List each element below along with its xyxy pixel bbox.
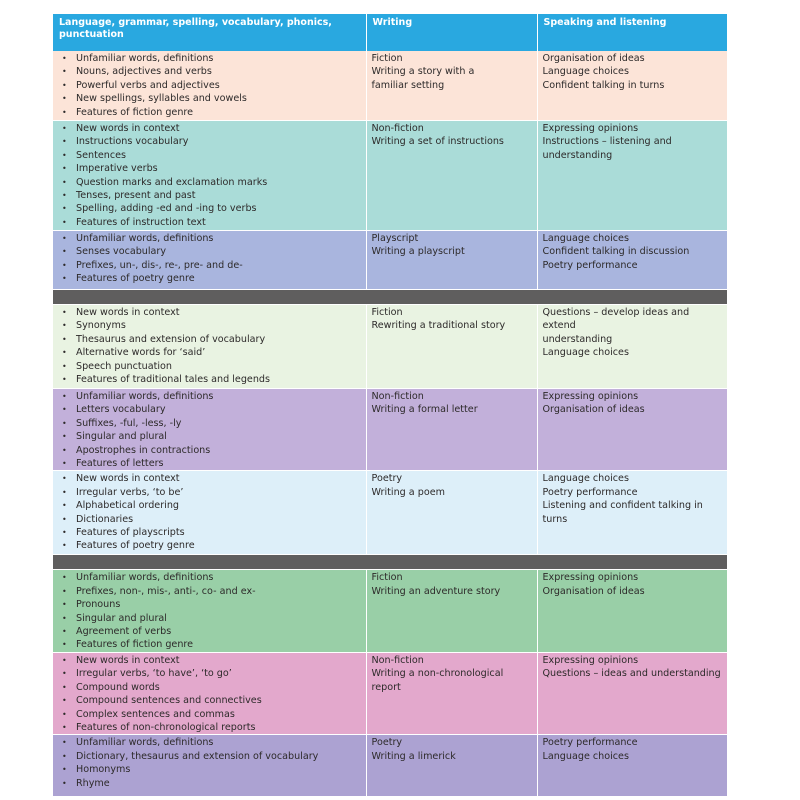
list-item: • Instructions vocabulary xyxy=(58,135,361,148)
writing-cell xyxy=(366,389,537,471)
writing-line: familiar setting xyxy=(371,79,445,91)
header-language: Language, grammar, spelling, vocabulary, phonics, punctuation xyxy=(53,14,366,51)
list-item: • Alphabetical ordering xyxy=(58,499,361,512)
writing-cell xyxy=(366,305,537,389)
list-item: • Speech punctuation xyxy=(58,360,361,373)
speaking-line: Language choices xyxy=(542,347,629,359)
writing-line: report xyxy=(371,681,401,693)
writing-cell xyxy=(366,652,537,734)
list-item: • Singular and plural xyxy=(58,430,361,443)
speaking-line: Instructions – listening and xyxy=(542,136,672,148)
writing-line: Writing an adventure story xyxy=(371,585,501,597)
list-item: • Agreement of verbs xyxy=(58,625,361,638)
language-cell xyxy=(53,231,366,290)
list-item: • Tenses, present and past xyxy=(58,189,361,202)
language-cell xyxy=(53,652,366,734)
speaking-cell xyxy=(537,471,727,555)
speaking-line: Language choices xyxy=(542,750,629,762)
table-row xyxy=(53,652,727,734)
speaking-cell xyxy=(537,735,727,797)
speaking-line: Confident talking in discussion xyxy=(542,246,690,258)
list-item: • New words in context xyxy=(58,122,361,135)
curriculum-table xyxy=(53,14,727,797)
speaking-line: Confident talking in turns xyxy=(542,79,665,91)
list-item: • New words in context xyxy=(58,306,361,319)
list-item: • Unfamiliar words, definitions xyxy=(58,232,361,245)
list-item: • Dictionaries xyxy=(58,513,361,526)
list-item: • Unfamiliar words, definitions xyxy=(58,736,361,749)
language-cell xyxy=(53,305,366,389)
table-row xyxy=(53,570,727,652)
list-item: • Complex sentences and commas xyxy=(58,708,361,721)
language-cell xyxy=(53,51,366,121)
writing-line: Fiction xyxy=(371,307,403,318)
speaking-cell xyxy=(537,231,727,290)
list-item: • Apostrophes in contractions xyxy=(58,444,361,457)
list-item: • Suffixes, -ful, -less, -ly xyxy=(58,417,361,430)
list-item: • Homonyms xyxy=(58,763,361,776)
language-cell xyxy=(53,570,366,652)
speaking-line: Organisation of ideas xyxy=(542,53,645,64)
speaking-line: Questions – ideas and understanding xyxy=(542,668,721,680)
list-item: • Features of instruction text xyxy=(58,216,361,229)
writing-line: Poetry xyxy=(371,473,403,485)
speaking-line: Questions – develop ideas and extend xyxy=(542,307,690,332)
speaking-line: Poetry performance xyxy=(542,259,638,271)
table-row xyxy=(53,231,727,290)
writing-line: Fiction xyxy=(371,572,403,584)
speaking-cell xyxy=(537,389,727,471)
writing-cell xyxy=(366,471,537,555)
list-item: • Nouns, adjectives and verbs xyxy=(58,65,361,78)
writing-line: Writing a non-chronological xyxy=(371,668,504,680)
list-item: • Features of fiction genre xyxy=(58,106,361,119)
list-item: • New words in context xyxy=(58,472,361,485)
writing-line: Writing a story with a xyxy=(371,66,475,78)
writing-line: Non-fiction xyxy=(371,391,424,402)
list-item: • Features of letters xyxy=(58,457,361,470)
list-item: • Features of traditional tales and legends xyxy=(58,373,361,386)
table-row xyxy=(53,471,727,555)
list-item: • Pronouns xyxy=(58,598,361,611)
header-speaking: Speaking and listening xyxy=(537,14,727,51)
writing-cell xyxy=(366,735,537,797)
writing-line: Writing a limerick xyxy=(371,750,456,762)
speaking-line: Language choices xyxy=(542,233,629,244)
list-item: • Unfamiliar words, definitions xyxy=(58,52,361,65)
writing-line: Non-fiction xyxy=(371,654,424,666)
list-item: • Alternative words for ‘said’ xyxy=(58,346,361,359)
section-divider xyxy=(53,555,727,570)
speaking-line: Organisation of ideas xyxy=(542,404,645,416)
writing-line: Writing a set of instructions xyxy=(371,136,504,148)
header-writing: Writing xyxy=(366,14,537,51)
list-item: • Prefixes, non-, mis-, anti-, co- and ex- xyxy=(58,585,361,598)
speaking-line: Organisation of ideas xyxy=(542,585,645,597)
writing-line: Writing a poem xyxy=(371,486,445,498)
speaking-cell xyxy=(537,570,727,652)
speaking-cell xyxy=(537,652,727,734)
speaking-line: Listening and confident talking in xyxy=(542,500,703,512)
list-item: • Features of non-chronological reports xyxy=(58,721,361,734)
writing-cell xyxy=(366,51,537,121)
list-item: • Irregular verbs, ‘to have’, ‘to go’ xyxy=(58,667,361,680)
list-item: • Imperative verbs xyxy=(58,162,361,175)
writing-cell xyxy=(366,231,537,290)
writing-line: Playscript xyxy=(371,233,419,244)
speaking-cell xyxy=(537,305,727,389)
writing-cell xyxy=(366,121,537,231)
list-item: • Features of poetry genre xyxy=(58,539,361,552)
table-header-row xyxy=(53,14,727,51)
list-item: • Dictionary, thesaurus and extension of vocabulary xyxy=(58,750,361,763)
writing-line: Fiction xyxy=(371,53,403,64)
list-item: • Senses vocabulary xyxy=(58,245,361,258)
language-cell xyxy=(53,471,366,555)
language-cell xyxy=(53,735,366,797)
list-item: • Irregular verbs, ‘to be’ xyxy=(58,486,361,499)
speaking-line: understanding xyxy=(542,333,613,345)
table-row xyxy=(53,389,727,471)
list-item: • New words in context xyxy=(58,654,361,667)
list-item: • Unfamiliar words, definitions xyxy=(58,571,361,584)
writing-line: Writing a formal letter xyxy=(371,404,478,416)
list-item: • Letters vocabulary xyxy=(58,403,361,416)
list-item: • Rhyme xyxy=(58,777,361,790)
table-row xyxy=(53,735,727,797)
speaking-cell xyxy=(537,51,727,121)
writing-line: Non-fiction xyxy=(371,123,424,134)
speaking-line: understanding xyxy=(542,149,613,161)
writing-line: Poetry xyxy=(371,737,403,749)
list-item: • Features of playscripts xyxy=(58,526,361,539)
speaking-line: Expressing opinions xyxy=(542,123,639,134)
speaking-line: Expressing opinions xyxy=(542,654,639,666)
speaking-line: Poetry performance xyxy=(542,486,638,498)
speaking-line: Language choices xyxy=(542,473,629,485)
language-cell xyxy=(53,389,366,471)
table-row xyxy=(53,305,727,389)
list-item: • Features of poetry genre xyxy=(58,272,361,285)
speaking-cell xyxy=(537,121,727,231)
list-item: • Prefixes, un-, dis-, re-, pre- and de- xyxy=(58,259,361,272)
list-item: • Question marks and exclamation marks xyxy=(58,176,361,189)
list-item: • Singular and plural xyxy=(58,612,361,625)
speaking-line: Poetry performance xyxy=(542,737,638,749)
table-row xyxy=(53,121,727,231)
list-item: • Unfamiliar words, definitions xyxy=(58,390,361,403)
list-item: • Compound words xyxy=(58,681,361,694)
list-item: • Synonyms xyxy=(58,319,361,332)
section-divider xyxy=(53,290,727,305)
speaking-line: Language choices xyxy=(542,66,629,78)
list-item: • Features of fiction genre xyxy=(58,638,361,651)
speaking-line: Expressing opinions xyxy=(542,391,639,402)
speaking-line: Expressing opinions xyxy=(542,572,639,584)
speaking-line: turns xyxy=(542,513,568,525)
writing-line: Writing a playscript xyxy=(371,246,465,258)
writing-cell xyxy=(366,570,537,652)
writing-line: Rewriting a traditional story xyxy=(371,320,506,332)
list-item: • Spelling, adding -ed and -ing to verbs xyxy=(58,202,361,215)
list-item: • Powerful verbs and adjectives xyxy=(58,79,361,92)
list-item: • Sentences xyxy=(58,149,361,162)
table-row xyxy=(53,51,727,121)
language-cell xyxy=(53,121,366,231)
list-item: • Compound sentences and connectives xyxy=(58,694,361,707)
list-item: • New spellings, syllables and vowels xyxy=(58,92,361,105)
list-item: • Thesaurus and extension of vocabulary xyxy=(58,333,361,346)
